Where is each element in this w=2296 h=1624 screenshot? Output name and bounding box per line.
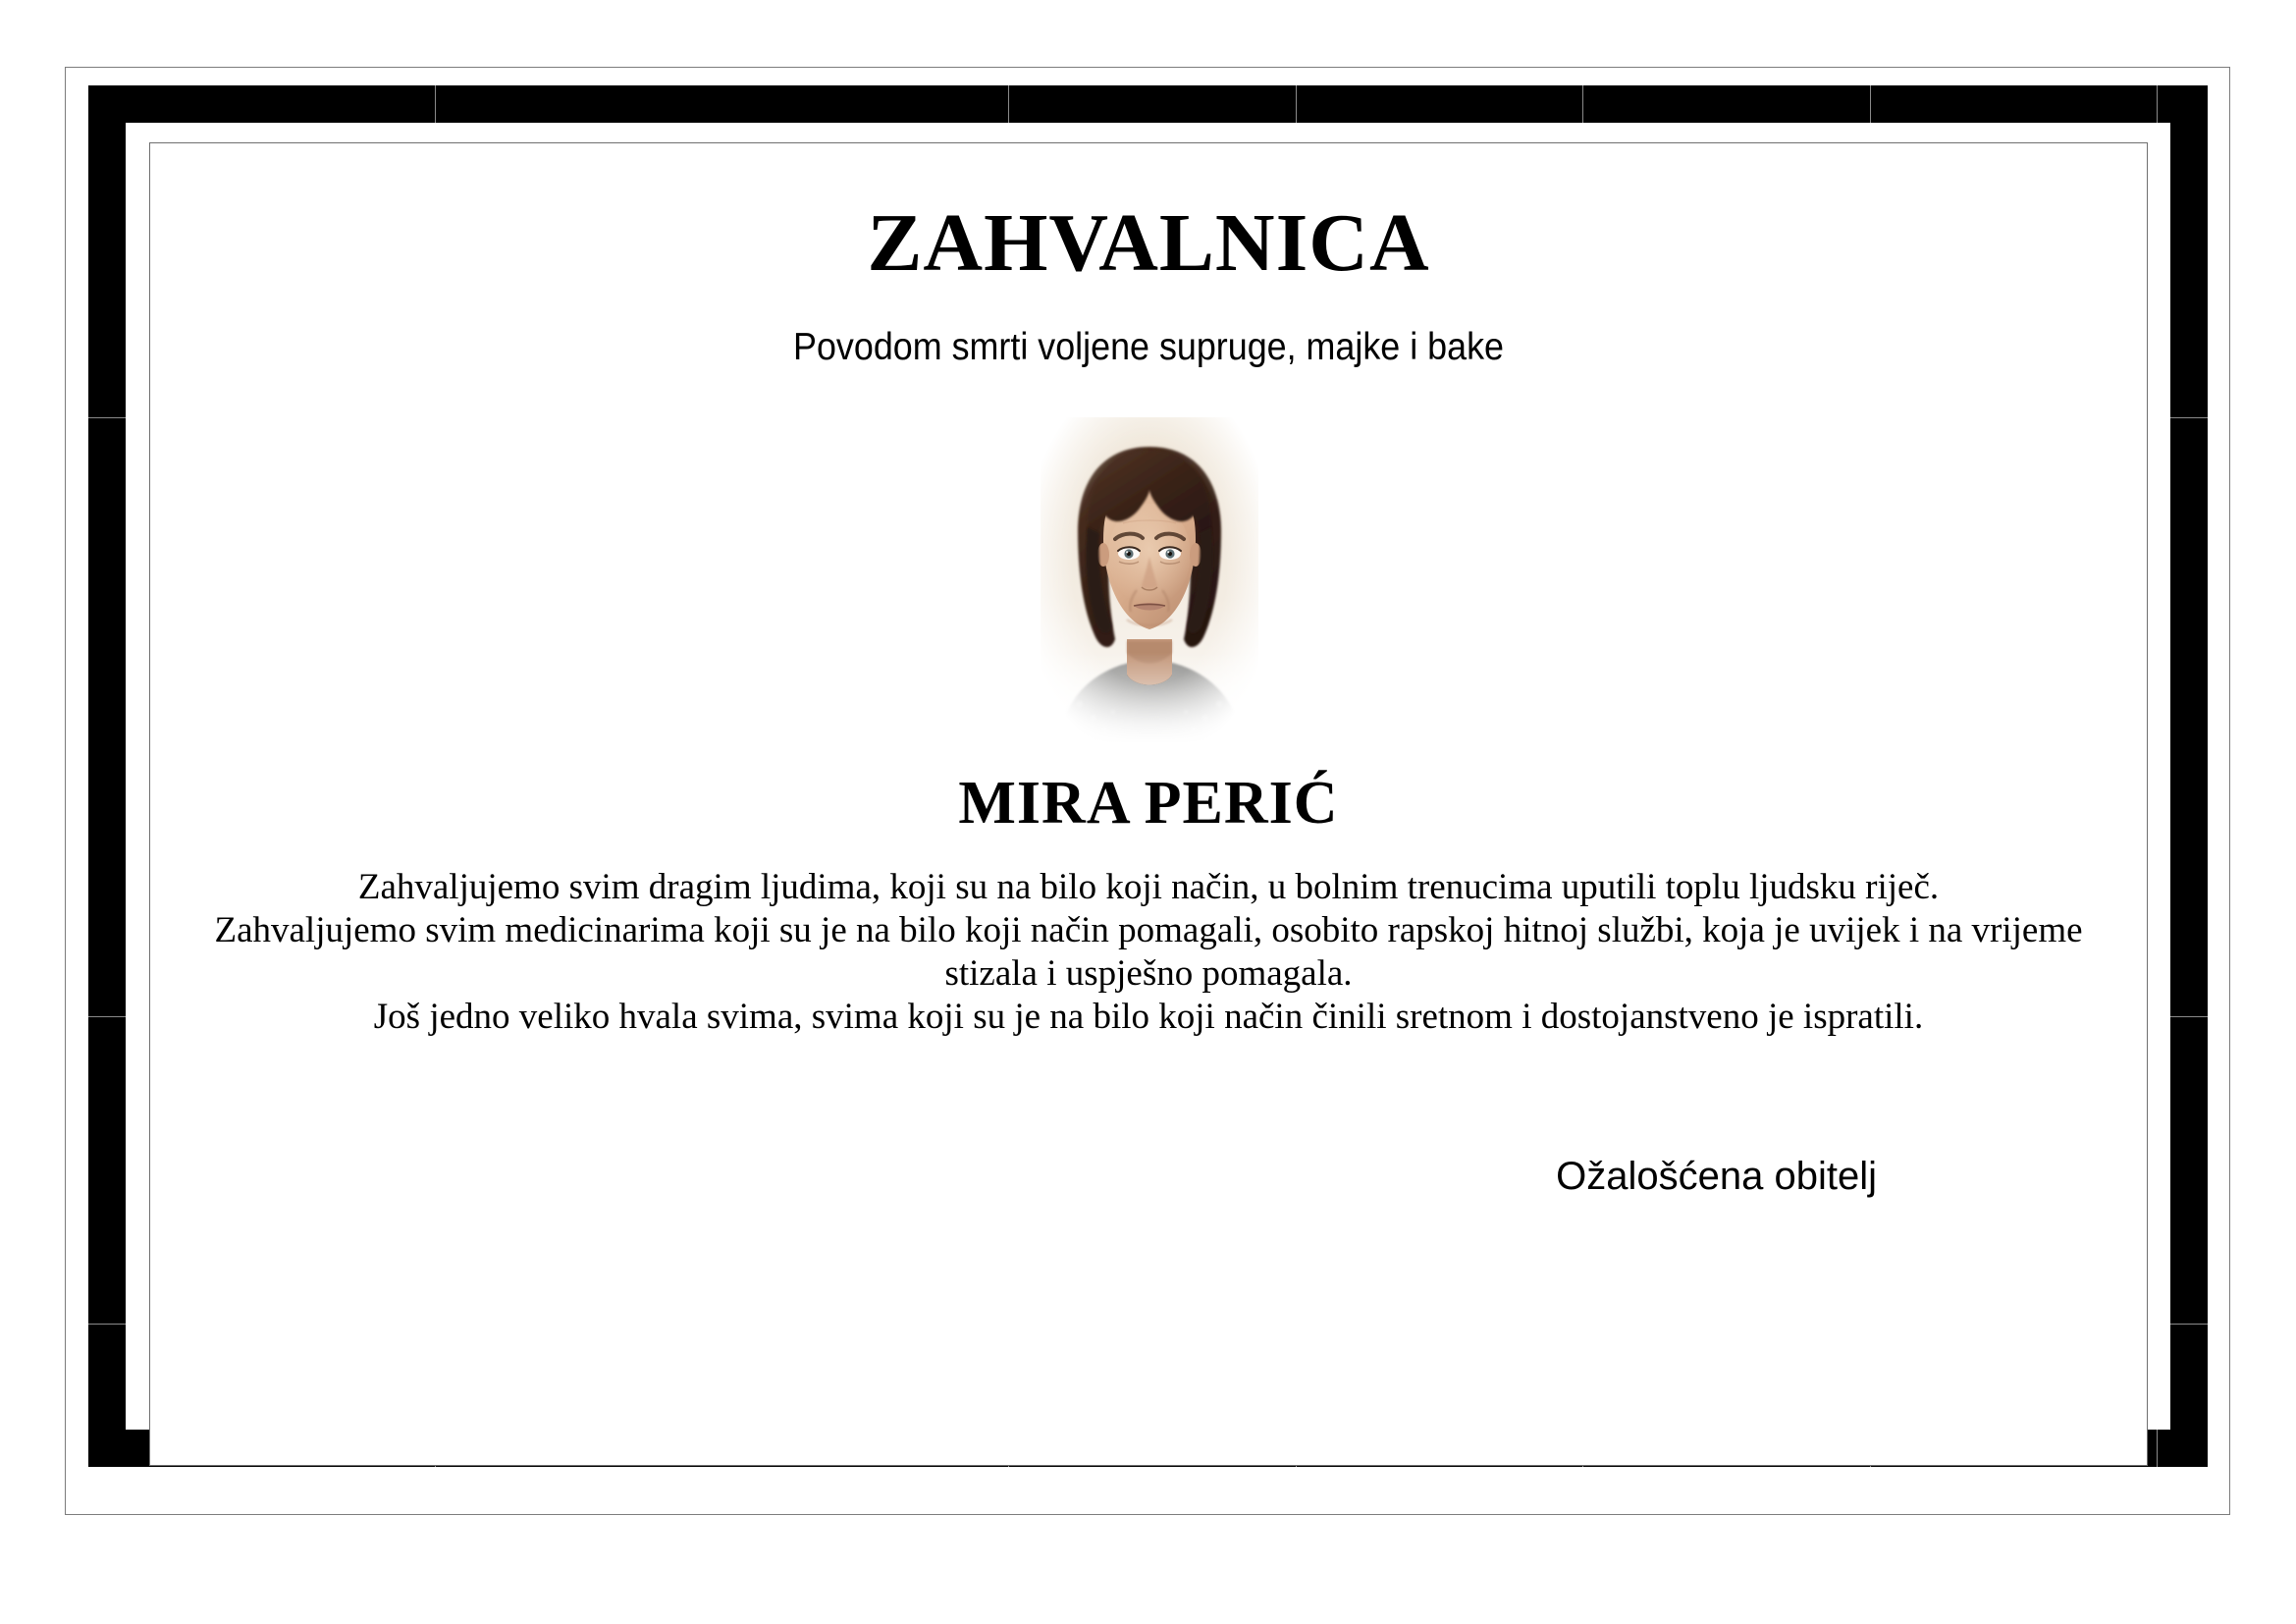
signature-line: Ožalošćena obitelj <box>1556 1155 1877 1198</box>
acknowledgement-line-1: Zahvaljujemo svim dragim ljudima, koji su na bilo koji način, u bolnim trenucima uputili toplu ljudsku riječ. <box>357 867 1940 907</box>
portrait-photo-image <box>1041 417 1258 743</box>
mourning-band-top <box>88 85 2208 123</box>
band-divider-horizontal-left <box>88 1324 126 1325</box>
mourning-band-left <box>88 85 126 1467</box>
band-divider-vertical-top <box>1870 85 1871 123</box>
band-divider-vertical-top <box>1008 85 1009 123</box>
band-divider-vertical-bottom <box>2157 1430 2158 1467</box>
band-divider-vertical-top <box>1296 85 1297 123</box>
acknowledgement-line-2: Zahvaljujemo svim medicinarima koji su je na bilo koji način pomagali, osobito rapskoj hitnoj službi, koja je uvijek i na vrijeme stizala i uspješno pomagala. <box>214 910 2083 994</box>
portrait-illustration <box>1041 417 1258 743</box>
band-divider-vertical-top <box>435 85 436 123</box>
band-divider-horizontal-left <box>88 417 126 418</box>
acknowledgement-text <box>193 866 2104 1039</box>
card-subtitle: Povodom smrti voljene supruge, majke i bake <box>793 326 1504 368</box>
deceased-name: MIRA PERIĆ <box>958 770 1339 837</box>
band-divider-horizontal-right <box>2170 1324 2208 1325</box>
band-divider-vertical-top <box>1582 85 1583 123</box>
portrait-photo <box>1041 417 1258 743</box>
card-title: ZAHVALNICA <box>867 197 1430 289</box>
card-content <box>150 143 2147 1465</box>
acknowledgement-line-3: Još jedno veliko hvala svima, svima koji su je na bilo koji način činili sretnom i dostojanstveno je ispratili. <box>373 997 1924 1037</box>
band-divider-horizontal-left <box>88 1016 126 1017</box>
band-divider-horizontal-right <box>2170 1016 2208 1017</box>
band-divider-horizontal-right <box>2170 417 2208 418</box>
mourning-band-right <box>2170 85 2208 1467</box>
band-divider-vertical-top <box>2157 85 2158 123</box>
